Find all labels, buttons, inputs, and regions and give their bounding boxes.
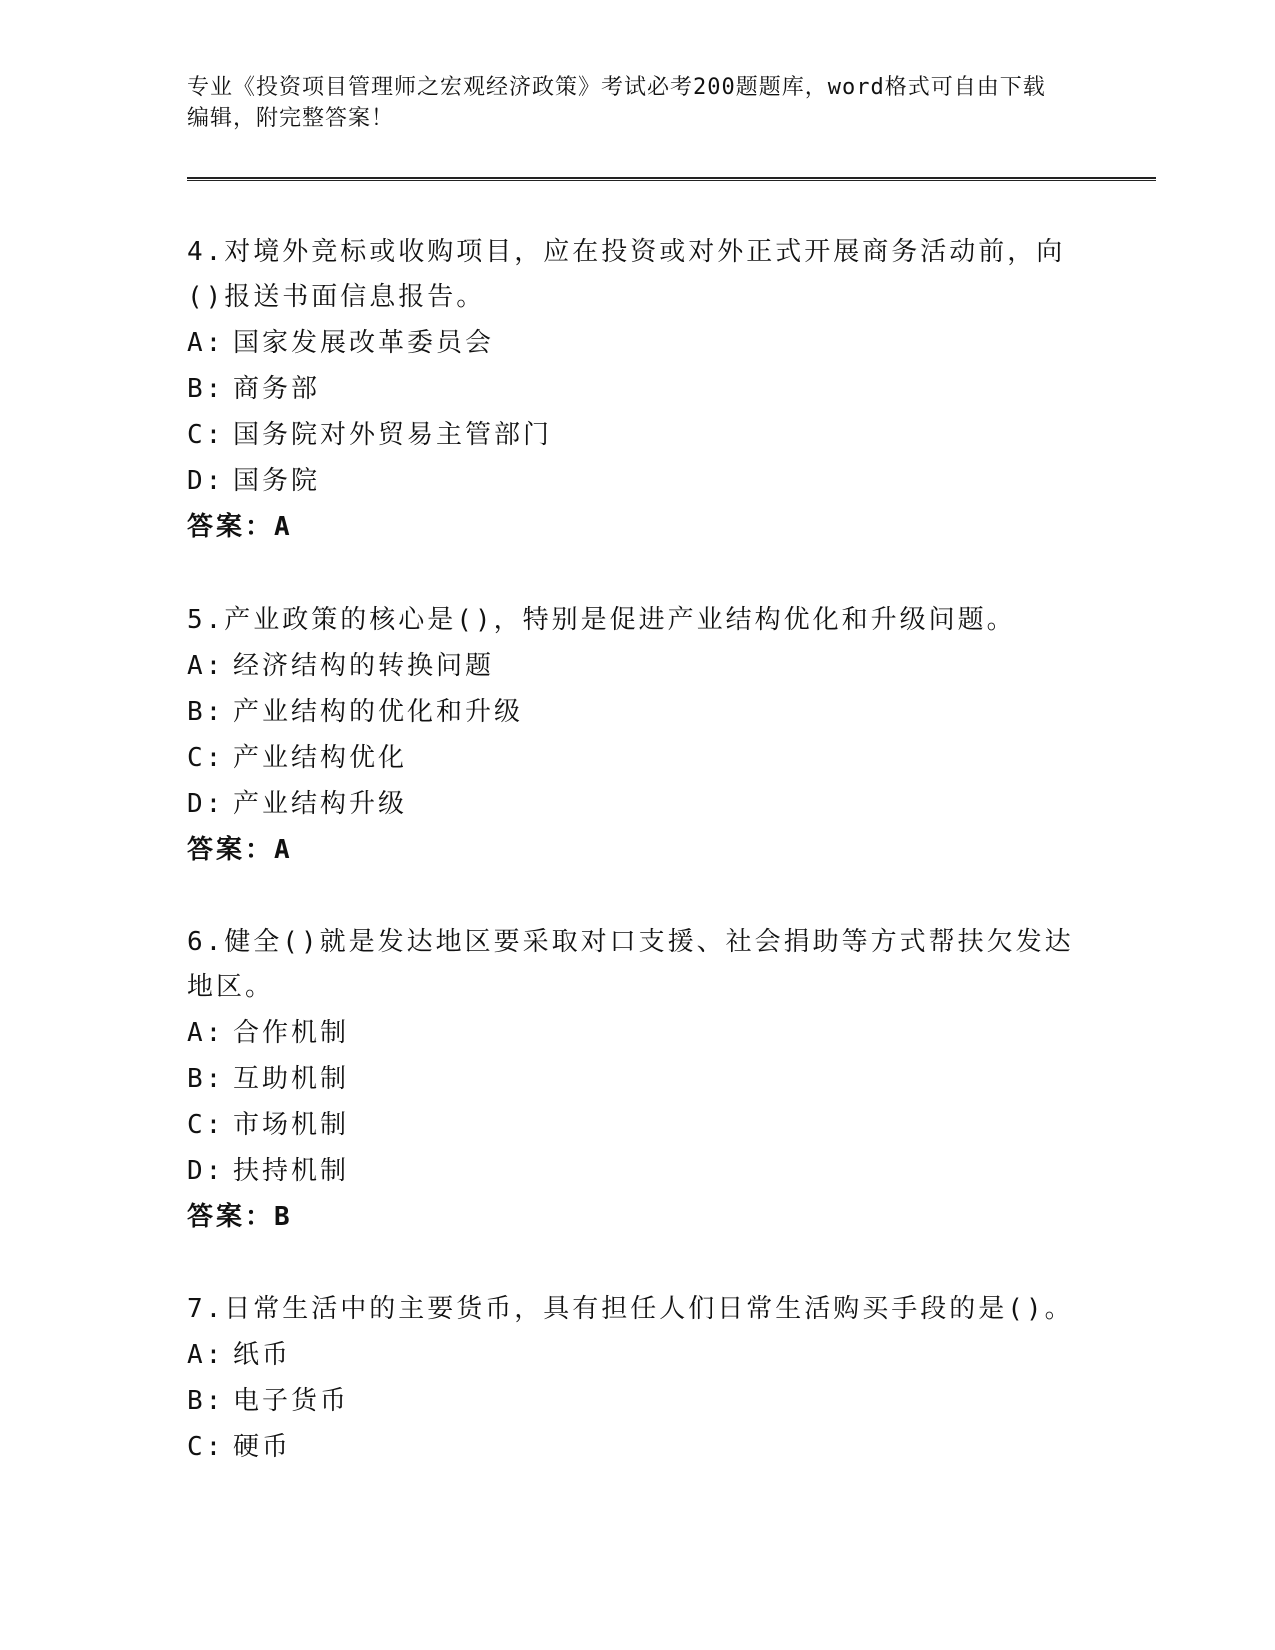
question-5 (187, 598, 1087, 873)
option-letter: B: (187, 1386, 225, 1416)
option-text: 经济结构的转换问题 (233, 651, 495, 681)
option-a (187, 1010, 1087, 1056)
option-d (187, 458, 1087, 504)
option-c (187, 1424, 1087, 1470)
question-stem: 4.对境外竞标或收购项目，应在投资或对外正式开展商务活动前，向()报送书面信息报告。 (187, 237, 1066, 312)
option-text: 硬币 (233, 1432, 292, 1462)
question-stem: 5.产业政策的核心是()，特别是促进产业结构优化和升级问题。 (187, 605, 1016, 635)
option-text: 产业结构优化 (233, 743, 408, 773)
answer-line: 答案：A (187, 835, 293, 865)
option-letter: C: (187, 1110, 225, 1140)
question-4 (187, 230, 1087, 550)
option-d (187, 781, 1087, 827)
option-text: 互助机制 (233, 1064, 350, 1094)
option-letter: A: (187, 1018, 225, 1048)
option-letter: C: (187, 420, 225, 450)
option-b (187, 366, 1087, 412)
question-stem: 6.健全()就是发达地区要采取对口支援、社会捐助等方式帮扶欠发达地区。 (187, 927, 1074, 1002)
option-b (187, 689, 1087, 735)
option-a (187, 643, 1087, 689)
option-text: 商务部 (233, 374, 321, 404)
option-text: 国家发展改革委员会 (233, 328, 495, 358)
option-letter: C: (187, 1432, 225, 1462)
header-divider (187, 177, 1156, 181)
option-a (187, 320, 1087, 366)
option-text: 合作机制 (233, 1018, 350, 1048)
option-letter: D: (187, 1156, 225, 1186)
question-7 (187, 1287, 1087, 1470)
document-header: 专业《投资项目管理师之宏观经济政策》考试必考200题题库，word格式可自由下载编辑，附完整答案！ (187, 75, 1046, 131)
question-stem: 7.日常生活中的主要货币，具有担任人们日常生活购买手段的是()。 (187, 1294, 1074, 1324)
option-c (187, 1102, 1087, 1148)
option-a (187, 1332, 1087, 1378)
option-b (187, 1378, 1087, 1424)
option-text: 电子货币 (233, 1386, 350, 1416)
option-text: 市场机制 (233, 1110, 350, 1140)
option-letter: C: (187, 743, 225, 773)
option-c (187, 412, 1087, 458)
option-letter: A: (187, 651, 225, 681)
option-text: 国务院 (233, 466, 321, 496)
option-letter: B: (187, 1064, 225, 1094)
option-letter: B: (187, 374, 225, 404)
option-letter: A: (187, 328, 225, 358)
option-letter: D: (187, 789, 225, 819)
answer-line: 答案：A (187, 512, 293, 542)
option-text: 国务院对外贸易主管部门 (233, 420, 553, 450)
answer-line: 答案：B (187, 1202, 293, 1232)
option-letter: D: (187, 466, 225, 496)
option-text: 产业结构的优化和升级 (233, 697, 524, 727)
option-text: 纸币 (233, 1340, 292, 1370)
option-c (187, 735, 1087, 781)
option-text: 扶持机制 (233, 1156, 350, 1186)
option-b (187, 1056, 1087, 1102)
option-text: 产业结构升级 (233, 789, 408, 819)
option-letter: B: (187, 697, 225, 727)
question-6 (187, 920, 1087, 1240)
option-letter: A: (187, 1340, 225, 1370)
option-d (187, 1148, 1087, 1194)
